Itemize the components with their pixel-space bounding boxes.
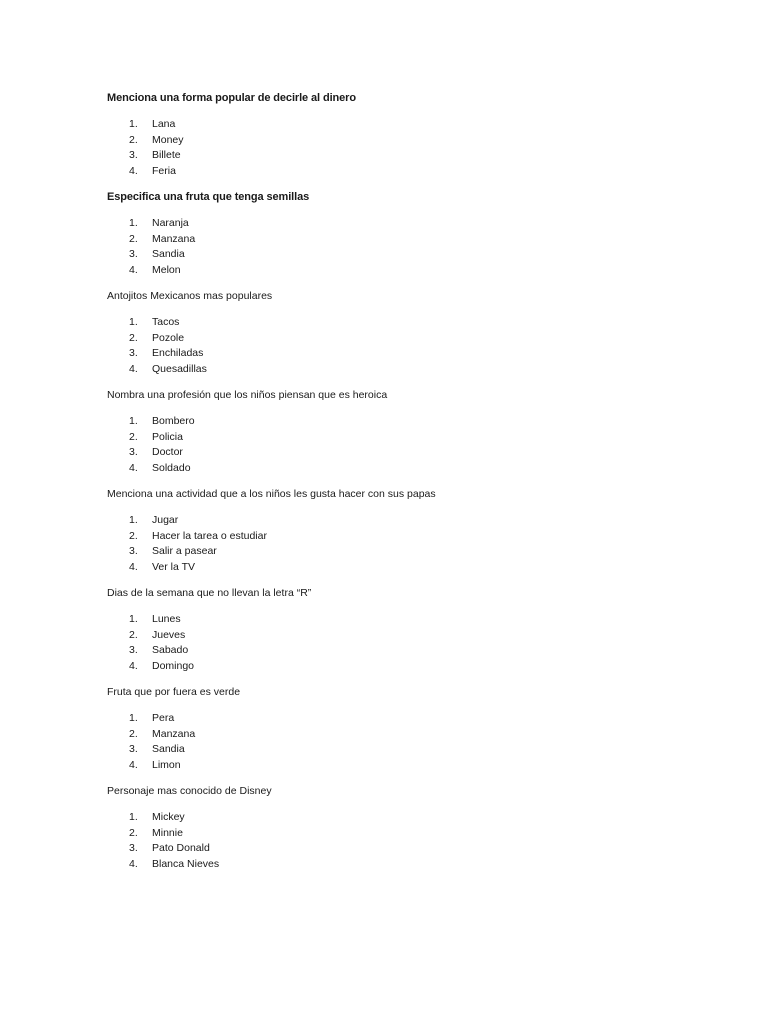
list-item <box>107 711 768 727</box>
list-number: 4. <box>129 758 138 771</box>
list-number: 3. <box>129 446 138 458</box>
answer-text: Jugar <box>152 514 179 526</box>
question-section-2 <box>107 190 768 278</box>
list-item <box>107 810 768 826</box>
answer-text: Lana <box>152 118 176 130</box>
answer-text: Quesadillas <box>152 362 207 375</box>
answer-text: Naranja <box>152 217 189 229</box>
answer-text: Tacos <box>152 316 180 328</box>
list-number: 1. <box>129 712 138 724</box>
question-section-7 <box>107 685 768 773</box>
list-item <box>107 742 768 758</box>
answer-text: Bombero <box>152 415 195 427</box>
list-item <box>107 628 768 644</box>
list-item <box>107 857 768 873</box>
list-item <box>107 529 768 545</box>
list-item <box>107 841 768 857</box>
list-number: 3. <box>129 149 138 161</box>
answer-text: Billete <box>152 149 181 161</box>
answer-list <box>107 414 768 476</box>
answer-list <box>107 315 768 377</box>
list-number: 2. <box>129 529 138 542</box>
list-number: 1. <box>129 415 138 427</box>
list-number: 4. <box>129 659 138 672</box>
answer-text: Lunes <box>152 613 181 625</box>
list-number: 4. <box>129 164 138 177</box>
answer-text: Sandia <box>152 743 185 755</box>
answer-text: Enchiladas <box>152 347 204 359</box>
answer-text: Feria <box>152 164 176 177</box>
list-item <box>107 331 768 347</box>
question-heading: Especifica una fruta que tenga semillas <box>107 191 310 203</box>
answer-text: Manzana <box>152 232 196 245</box>
list-number: 4. <box>129 461 138 474</box>
list-number: 2. <box>129 826 138 839</box>
list-number: 4. <box>129 263 138 276</box>
list-item <box>107 826 768 842</box>
list-number: 1. <box>129 316 138 328</box>
answer-list <box>107 216 768 278</box>
list-number: 3. <box>129 842 138 854</box>
list-number: 4. <box>129 362 138 375</box>
question-heading: Menciona una forma popular de decirle al dinero <box>107 92 356 104</box>
question-section-6 <box>107 586 768 674</box>
answer-text: Sandia <box>152 248 185 260</box>
list-item <box>107 362 768 378</box>
answer-text: Salir a pasear <box>152 545 217 557</box>
question-section-4 <box>107 388 768 476</box>
question-heading: Menciona una actividad que a los niños les gusta hacer con sus papas <box>107 488 436 500</box>
answer-text: Ver la TV <box>152 560 195 573</box>
answer-list <box>107 810 768 872</box>
question-heading: Fruta que por fuera es verde <box>107 686 241 698</box>
answer-text: Pozole <box>152 331 185 344</box>
answer-list <box>107 612 768 674</box>
list-number: 3. <box>129 743 138 755</box>
answer-text: Money <box>152 133 184 146</box>
list-item <box>107 659 768 675</box>
answer-list <box>107 513 768 575</box>
list-number: 1. <box>129 613 138 625</box>
list-number: 2. <box>129 430 138 443</box>
list-item <box>107 544 768 560</box>
list-number: 2. <box>129 331 138 344</box>
list-item <box>107 758 768 774</box>
list-item <box>107 513 768 529</box>
answer-text: Policia <box>152 430 183 443</box>
list-item <box>107 430 768 446</box>
list-item <box>107 133 768 149</box>
list-item <box>107 164 768 180</box>
list-number: 1. <box>129 811 138 823</box>
list-number: 2. <box>129 727 138 740</box>
answer-text: Pera <box>152 712 175 724</box>
question-heading: Personaje mas conocido de Disney <box>107 785 272 797</box>
list-number: 1. <box>129 217 138 229</box>
list-item <box>107 117 768 133</box>
list-number: 1. <box>129 514 138 526</box>
answer-text: Hacer la tarea o estudiar <box>152 529 267 542</box>
answer-text: Limon <box>152 758 181 771</box>
answer-text: Manzana <box>152 727 196 740</box>
answer-text: Mickey <box>152 811 185 823</box>
list-item <box>107 414 768 430</box>
list-item <box>107 315 768 331</box>
list-number: 3. <box>129 644 138 656</box>
list-number: 3. <box>129 248 138 260</box>
question-section-8 <box>107 784 768 872</box>
question-heading: Dias de la semana que no llevan la letra “R” <box>107 587 312 599</box>
answer-text: Domingo <box>152 659 195 672</box>
answer-text: Pato Donald <box>152 842 210 854</box>
list-number: 4. <box>129 857 138 870</box>
list-item <box>107 461 768 477</box>
answer-list <box>107 711 768 773</box>
list-item <box>107 612 768 628</box>
list-item <box>107 346 768 362</box>
answer-text: Minnie <box>152 826 183 839</box>
answer-text: Soldado <box>152 461 191 474</box>
list-item <box>107 232 768 248</box>
list-number: 4. <box>129 560 138 573</box>
list-number: 3. <box>129 347 138 359</box>
answer-text: Melon <box>152 263 181 276</box>
list-number: 3. <box>129 545 138 557</box>
list-item <box>107 560 768 576</box>
list-item <box>107 216 768 232</box>
list-item <box>107 247 768 263</box>
question-section-1 <box>107 91 768 179</box>
list-number: 2. <box>129 133 138 146</box>
question-heading: Antojitos Mexicanos mas populares <box>107 290 273 302</box>
question-section-5 <box>107 487 768 575</box>
answer-text: Blanca Nieves <box>152 857 220 870</box>
answer-list <box>107 117 768 179</box>
list-item <box>107 643 768 659</box>
answer-text: Sabado <box>152 644 189 656</box>
list-item <box>107 445 768 461</box>
question-heading: Nombra una profesión que los niños piensan que es heroica <box>107 389 388 401</box>
list-item <box>107 263 768 279</box>
list-item <box>107 148 768 164</box>
question-section-3 <box>107 289 768 377</box>
answer-text: Doctor <box>152 446 183 458</box>
list-number: 1. <box>129 118 138 130</box>
list-number: 2. <box>129 628 138 641</box>
list-number: 2. <box>129 232 138 245</box>
answer-text: Jueves <box>152 628 186 641</box>
list-item <box>107 727 768 743</box>
